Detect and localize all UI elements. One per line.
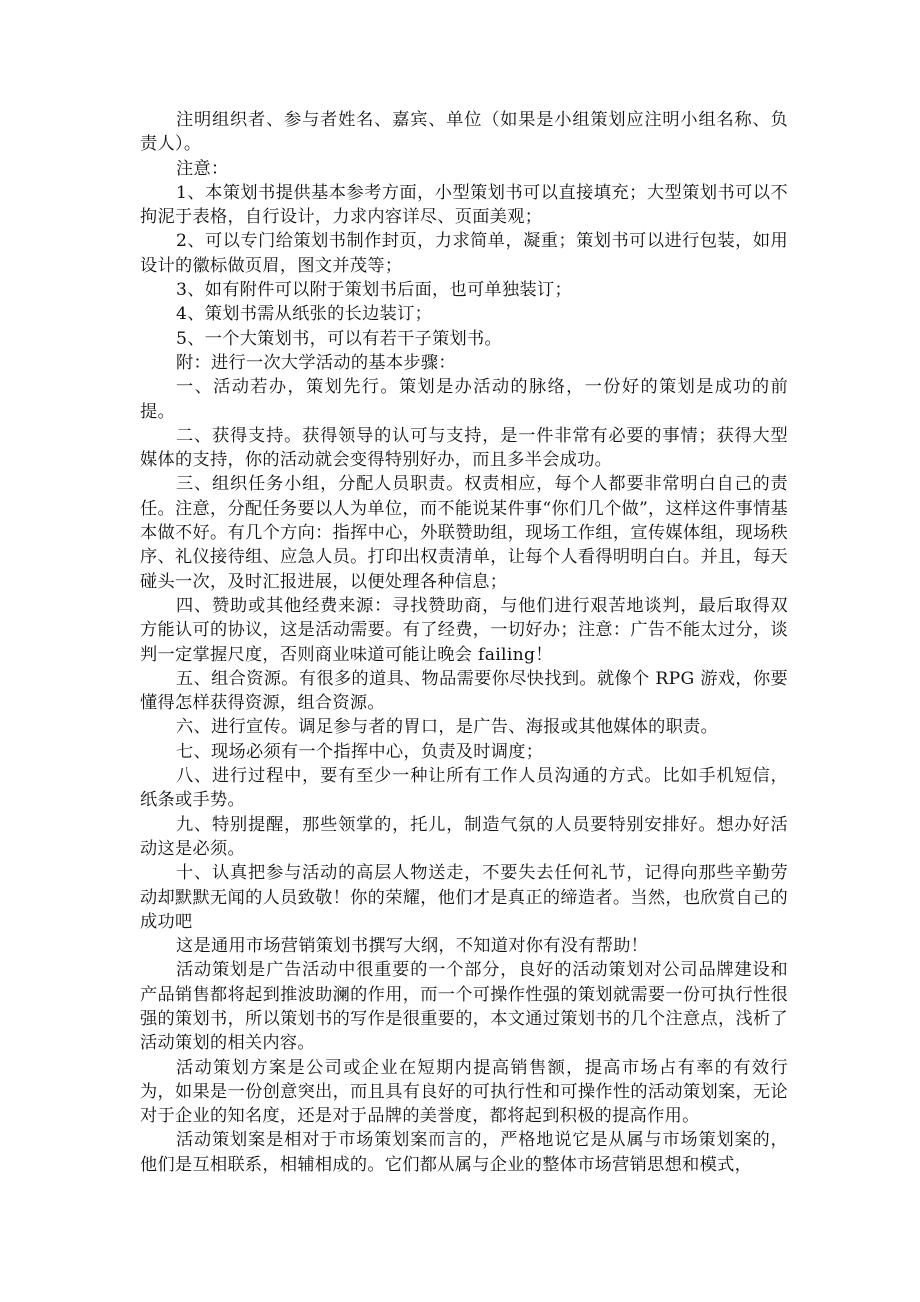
paragraph-step-10: 十、认真把参与活动的高层人物送走，不要失去任何礼节，记得向那些辛勤劳动却默默无闻的人员致敬！你的荣耀，他们才是真正的缔造者。当然，也欣赏自己的成功吧 [140,863,788,932]
paragraph-step-9: 九、特别提醒，那些领掌的，托儿，制造气氛的人员要特别安排好。想办好活动这是必须。 [140,814,788,859]
paragraph-step-6: 六、进行宣传。调足参与者的胃口，是广告、海报或其他媒体的职责。 [176,717,719,738]
paragraph-notice-3: 3、如有附件可以附于策划书后面，也可单独装订； [176,280,572,301]
paragraph-notice-1: 1、本策划书提供基本参考方面，小型策划书可以直接填充；大型策划书可以不拘泥于表格，自行设计，力求内容详尽、页面美观； [140,182,788,228]
paragraph-organizer-note: 注明组织者、参与者姓名、嘉宾、单位（如果是小组策划应注明小组名称、负责人）。 [140,110,788,155]
paragraph-step-3: 三、组织任务小组，分配人员职责。权责相应，每个人都要非常明白自己的责任。注意，分配任务要以人为单位，而不能说某件事“你们几个做”，这样这件事情基本做不好。有几个方向：指挥中心，外联赞助组，现场工作组，宣传媒体组，现场秩序、礼仪接待组、应急人员。打印出权责清单，让每个人看得明明白白。并且，每天碰头一次，及时汇报进展，以便处理各种信息； [140,474,788,592]
paragraph-notice-4: 4、策划书需从纸张的长边装订； [176,304,433,325]
paragraph-activity-planning-intro: 活动策划是广告活动中很重要的一个部分，良好的活动策划对公司品牌建设和产品销售都将起到推波助澜的作用，而一个可操作性强的策划就需要一份可执行性很强的策划书，所以策划书的写作是很重要的，本文通过策划书的几个注意点，浅析了活动策划的相关内容。 [140,960,788,1054]
paragraph-step-1: 一、活动若办，策划先行。策划是办活动的脉络，一份好的策划是成功的前提。 [140,377,788,422]
paragraph-step-5: 五、组合资源。有很多的道具、物品需要你尽快找到。就像个 RPG 游戏，你要懂得怎样获得资源，组合资源。 [140,668,788,714]
paragraph-step-8: 八、进行过程中，要有至少一种让所有工作人员沟通的方式。比如手机短信，纸条或手势。 [140,766,788,811]
paragraph-activity-vs-market-plan: 活动策划案是相对于市场策划案而言的，严格地说它是从属与市场策划案的，他们是互相联系，相辅相成的。它们都从属与企业的整体市场营销思想和模式， [140,1130,788,1175]
paragraph-notice-5: 5、一个大策划书，可以有若干子策划书。 [176,328,503,349]
paragraph-notice-2: 2、可以专门给策划书制作封页，力求简单，凝重；策划书可以进行包装，如用设计的徽标做页眉，图文并茂等； [140,231,788,276]
paragraph-step-2: 二、获得支持。获得领导的认可与支持，是一件非常有必要的事情；获得大型媒体的支持，你的活动就会变得特别好办，而且多半会成功。 [140,425,788,471]
paragraph-notice-heading: 注意： [176,158,229,179]
paragraph-step-4: 四、赞助或其他经费来源：寻找赞助商，与他们进行艰苦地谈判，最后取得双方能认可的协议，这是活动需要。有了经费，一切好办；注意：广告不能太过分，谈判一定掌握尺度，否则商业味道可能让晚会 failing！ [140,595,788,665]
paragraph-activity-plan-definition: 活动策划方案是公司或企业在短期内提高销售额，提高市场占有率的有效行为，如果是一份创意突出，而且具有良好的可执行性和可操作性的活动策划案，无论对于企业的知名度，还是对于品牌的美誉度，都将起到积极的提高作用。 [140,1057,788,1127]
paragraph-step-7: 七、现场必须有一个指挥中心，负责及时调度； [176,741,544,762]
paragraph-appendix-heading: 附：进行一次大学活动的基本步骤： [176,352,456,373]
paragraph-outline-note: 这是通用市场营销策划书撰写大纲，不知道对你有没有帮助！ [176,936,649,957]
document-body [140,108,788,1177]
